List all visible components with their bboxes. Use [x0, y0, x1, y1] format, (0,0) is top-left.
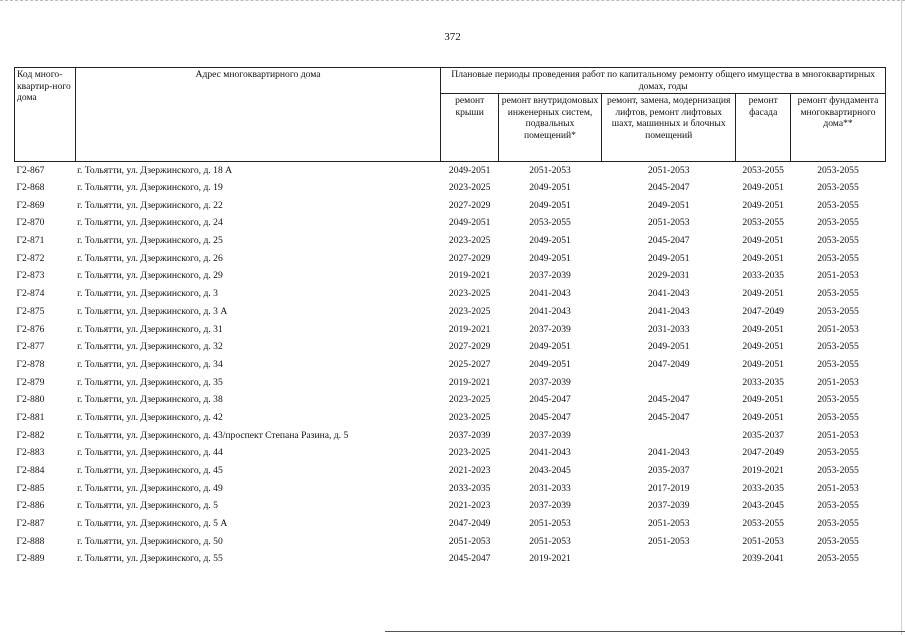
cell-foundation: 2053-2055 — [817, 235, 859, 247]
cell-roof: 2049-2051 — [441, 162, 499, 180]
cell-code: Г2-872 — [16, 252, 45, 264]
cell-foundation: 2053-2055 — [790, 162, 885, 180]
cell-engineering: 2019-2021 — [529, 553, 571, 565]
cell-engineering: 2031-2033 — [529, 482, 571, 494]
top-edge-rule — [0, 0, 905, 2]
cell-elevators: 2041-2043 — [647, 305, 690, 317]
cell-foundation: 2053-2055 — [817, 217, 859, 229]
cell-engineering: 2045-2047 — [529, 411, 571, 423]
table-row — [15, 551, 886, 569]
cell-elevators: 2037-2039 — [647, 500, 690, 512]
cell-facade: 2047-2049 — [742, 447, 784, 459]
cell-address: г. Тольятти, ул. Дзержинского, д. 3 А — [77, 305, 228, 317]
cell-elevators: 2047-2049 — [647, 358, 690, 370]
cell-engineering: 2051-2053 — [498, 162, 601, 180]
cell-address: г. Тольятти, ул. Дзержинского, д. 50 — [77, 535, 223, 547]
table-row — [15, 445, 886, 463]
cell-elevators — [602, 374, 736, 392]
cell-facade: 2049-2051 — [742, 235, 784, 247]
table-row — [15, 321, 886, 339]
table-row — [15, 285, 886, 303]
cell-code: Г2-873 — [16, 270, 45, 282]
cell-roof: 2045-2047 — [448, 553, 491, 565]
cell-foundation: 2053-2055 — [817, 465, 859, 477]
table-row — [15, 391, 886, 409]
table-row — [15, 462, 886, 480]
cell-engineering: 2051-2053 — [529, 518, 571, 530]
cell-code: Г2-870 — [16, 217, 45, 229]
cell-roof: 2047-2049 — [448, 518, 491, 530]
table-row — [15, 197, 886, 215]
cell-engineering: 2037-2039 — [529, 376, 571, 388]
cell-code: Г2-868 — [16, 182, 45, 194]
cell-elevators: 2029-2031 — [647, 270, 690, 282]
cell-facade: 2051-2053 — [742, 535, 784, 547]
cell-roof: 2037-2039 — [448, 429, 491, 441]
cell-elevators: 2049-2051 — [647, 252, 690, 264]
cell-address: г. Тольятти, ул. Дзержинского, д. 18 А — [75, 162, 441, 180]
cell-engineering: 2045-2047 — [529, 394, 571, 406]
cell-roof: 2023-2025 — [448, 305, 491, 317]
cell-address: г. Тольятти, ул. Дзержинского, д. 35 — [77, 376, 223, 388]
capital-repair-schedule-table — [14, 67, 886, 568]
cell-address: г. Тольятти, ул. Дзержинского, д. 49 — [77, 482, 223, 494]
cell-foundation: 2051-2053 — [817, 429, 859, 441]
cell-address: г. Тольятти, ул. Дзержинского, д. 34 — [77, 358, 223, 370]
cell-roof: 2033-2035 — [448, 482, 491, 494]
table-row — [15, 515, 886, 533]
header-code: Код много-квартир-ного дома — [15, 68, 76, 162]
cell-engineering: 2037-2039 — [529, 500, 571, 512]
cell-roof: 2023-2025 — [448, 411, 491, 423]
cell-code: Г2-887 — [16, 518, 45, 530]
cell-foundation: 2051-2053 — [817, 376, 859, 388]
cell-roof: 2019-2021 — [448, 323, 491, 335]
cell-foundation: 2053-2055 — [817, 305, 859, 317]
cell-foundation: 2051-2053 — [817, 270, 859, 282]
cell-elevators: 2049-2051 — [647, 199, 690, 211]
cell-code: Г2-886 — [16, 500, 45, 512]
cell-address: г. Тольятти, ул. Дзержинского, д. 29 — [77, 270, 223, 282]
cell-roof: 2023-2025 — [448, 182, 491, 194]
table-row — [15, 250, 886, 268]
cell-address: г. Тольятти, ул. Дзержинского, д. 24 — [77, 217, 223, 229]
cell-facade: 2049-2051 — [742, 323, 784, 335]
cell-engineering: 2049-2051 — [529, 252, 571, 264]
cell-facade: 2047-2049 — [742, 305, 784, 317]
cell-code: Г2-883 — [16, 447, 45, 459]
header-foundation: ремонт фундамента многоквартирного дома** — [790, 94, 885, 162]
header-elevators: ремонт, замена, модернизация лифтов, ремонт лифтовых шахт, машинных и блочных помещений — [602, 94, 736, 162]
cell-engineering: 2049-2051 — [529, 358, 571, 370]
cell-facade: 2049-2051 — [742, 182, 784, 194]
cell-roof: 2027-2029 — [448, 252, 491, 264]
cell-facade: 2049-2051 — [742, 358, 784, 370]
cell-address: г. Тольятти, ул. Дзержинского, д. 55 — [77, 553, 223, 565]
cell-elevators: 2045-2047 — [647, 235, 690, 247]
cell-elevators: 2051-2053 — [647, 518, 690, 530]
cell-foundation: 2051-2053 — [817, 323, 859, 335]
cell-foundation: 2053-2055 — [817, 288, 859, 300]
cell-elevators — [602, 427, 736, 445]
header-engineering: ремонт внутридомовых инженерных систем, подвальных помещений* — [498, 94, 601, 162]
cell-elevators: 2045-2047 — [647, 394, 690, 406]
cell-foundation: 2053-2055 — [817, 199, 859, 211]
cell-address: г. Тольятти, ул. Дзержинского, д. 38 — [77, 394, 223, 406]
cell-code: Г2-876 — [16, 323, 45, 335]
cell-foundation: 2051-2053 — [817, 482, 859, 494]
cell-engineering: 2049-2051 — [529, 341, 571, 353]
cell-code: Г2-869 — [16, 199, 45, 211]
right-edge-rule — [901, 0, 902, 635]
cell-elevators: 2051-2053 — [647, 217, 690, 229]
cell-elevators: 2045-2047 — [647, 411, 690, 423]
cell-facade: 2049-2051 — [742, 252, 784, 264]
cell-roof: 2023-2025 — [448, 288, 491, 300]
cell-code: Г2-878 — [16, 358, 45, 370]
cell-engineering: 2041-2043 — [529, 288, 571, 300]
cell-foundation: 2053-2055 — [817, 411, 859, 423]
cell-foundation: 2053-2055 — [817, 182, 859, 194]
header-facade: ремонт фасада — [736, 94, 791, 162]
cell-engineering: 2043-2045 — [529, 465, 571, 477]
cell-engineering: 2049-2051 — [529, 182, 571, 194]
cell-facade: 2033-2035 — [742, 482, 784, 494]
cell-code: Г2-888 — [16, 535, 45, 547]
cell-foundation: 2053-2055 — [817, 394, 859, 406]
cell-engineering: 2041-2043 — [529, 305, 571, 317]
cell-facade: 2053-2055 — [742, 518, 784, 530]
cell-roof: 2027-2029 — [448, 341, 491, 353]
cell-elevators: 2051-2053 — [647, 535, 690, 547]
cell-roof: 2021-2023 — [448, 465, 491, 477]
cell-roof: 2019-2021 — [448, 376, 491, 388]
cell-facade: 2049-2051 — [742, 394, 784, 406]
cell-facade: 2043-2045 — [742, 500, 784, 512]
cell-elevators: 2041-2043 — [647, 288, 690, 300]
header-address: Адрес многоквартирного дома — [75, 68, 441, 162]
cell-facade: 2049-2051 — [742, 288, 784, 300]
cell-code: Г2-884 — [16, 465, 45, 477]
cell-facade: 2033-2035 — [742, 270, 784, 282]
cell-elevators: 2035-2037 — [647, 465, 690, 477]
table-header — [15, 68, 886, 162]
cell-roof: 2049-2051 — [448, 217, 491, 229]
cell-roof: 2025-2027 — [448, 358, 491, 370]
header-periods-group: Плановые периоды проведения работ по капитальному ремонту общего имущества в многоквартирных домах, годы — [441, 68, 886, 94]
cell-address: г. Тольятти, ул. Дзержинского, д. 25 — [77, 235, 223, 247]
cell-elevators: 2041-2043 — [647, 447, 690, 459]
cell-address: г. Тольятти, ул. Дзержинского, д. 26 — [77, 252, 223, 264]
cell-code: Г2-885 — [16, 482, 45, 494]
cell-address: г. Тольятти, ул. Дзержинского, д. 3 — [77, 288, 218, 300]
cell-facade: 2053-2055 — [742, 217, 784, 229]
cell-engineering: 2037-2039 — [529, 323, 571, 335]
cell-engineering: 2053-2055 — [529, 217, 571, 229]
cell-address: г. Тольятти, ул. Дзержинского, д. 5 А — [77, 518, 228, 530]
cell-engineering: 2051-2053 — [529, 535, 571, 547]
page-number: 372 — [444, 31, 461, 43]
table-row — [15, 303, 886, 321]
table-row — [15, 162, 886, 180]
cell-foundation: 2053-2055 — [817, 447, 859, 459]
cell-foundation: 2053-2055 — [817, 553, 859, 565]
cell-address: г. Тольятти, ул. Дзержинского, д. 43/проспект Степана Разина, д. 5 — [77, 429, 349, 441]
cell-elevators: 2017-2019 — [647, 482, 690, 494]
cell-address: г. Тольятти, ул. Дзержинского, д. 42 — [77, 411, 223, 423]
table-body — [15, 162, 886, 569]
header-roof: ремонт крыши — [441, 94, 499, 162]
cell-code: Г2-874 — [16, 288, 45, 300]
table-row — [15, 232, 886, 250]
cell-code: Г2-867 — [15, 162, 76, 180]
cell-code: Г2-881 — [16, 411, 45, 423]
cell-foundation: 2053-2055 — [817, 500, 859, 512]
cell-code: Г2-889 — [16, 553, 45, 565]
cell-code: Г2-880 — [16, 394, 45, 406]
table-row — [15, 179, 886, 197]
table-row — [15, 480, 886, 498]
cell-foundation: 2053-2055 — [817, 341, 859, 353]
cell-engineering: 2041-2043 — [529, 447, 571, 459]
cell-roof: 2027-2029 — [448, 199, 491, 211]
cell-address: г. Тольятти, ул. Дзержинского, д. 44 — [77, 447, 223, 459]
cell-facade: 2039-2041 — [742, 553, 784, 565]
table-row — [15, 268, 886, 286]
cell-foundation: 2053-2055 — [817, 535, 859, 547]
cell-facade: 2019-2021 — [742, 465, 784, 477]
cell-code: Г2-871 — [16, 235, 45, 247]
cell-elevators: 2049-2051 — [647, 341, 690, 353]
cell-elevators: 2045-2047 — [647, 182, 690, 194]
table-row — [15, 356, 886, 374]
cell-engineering: 2049-2051 — [529, 199, 571, 211]
table-row — [15, 533, 886, 551]
table-row — [15, 498, 886, 516]
cell-facade: 2035-2037 — [742, 429, 784, 441]
cell-roof: 2051-2053 — [448, 535, 491, 547]
cell-foundation: 2053-2055 — [817, 252, 859, 264]
cell-code: Г2-875 — [16, 305, 45, 317]
cell-address: г. Тольятти, ул. Дзержинского, д. 22 — [77, 199, 223, 211]
cell-code: Г2-877 — [16, 341, 45, 353]
cell-facade: 2049-2051 — [742, 199, 784, 211]
bottom-edge-rule — [385, 631, 905, 632]
table-row — [15, 374, 886, 392]
cell-foundation: 2053-2055 — [817, 358, 859, 370]
cell-foundation: 2053-2055 — [817, 518, 859, 530]
cell-engineering: 2049-2051 — [529, 235, 571, 247]
cell-facade: 2049-2051 — [742, 341, 784, 353]
table-row — [15, 338, 886, 356]
table-row — [15, 427, 886, 445]
cell-address: г. Тольятти, ул. Дзержинского, д. 5 — [77, 500, 218, 512]
cell-roof: 2023-2025 — [448, 447, 491, 459]
cell-roof: 2023-2025 — [448, 394, 491, 406]
cell-facade: 2053-2055 — [736, 162, 791, 180]
cell-facade: 2033-2035 — [742, 376, 784, 388]
cell-address: г. Тольятти, ул. Дзержинского, д. 45 — [77, 465, 223, 477]
cell-code: Г2-882 — [16, 429, 45, 441]
cell-engineering: 2037-2039 — [529, 270, 571, 282]
cell-address: г. Тольятти, ул. Дзержинского, д. 32 — [77, 341, 223, 353]
cell-elevators — [602, 551, 736, 569]
cell-facade: 2049-2051 — [742, 411, 784, 423]
cell-roof: 2023-2025 — [448, 235, 491, 247]
cell-address: г. Тольятти, ул. Дзержинского, д. 19 — [77, 182, 223, 194]
table-row — [15, 215, 886, 233]
cell-code: Г2-879 — [16, 376, 45, 388]
table-row — [15, 409, 886, 427]
cell-roof: 2019-2021 — [448, 270, 491, 282]
cell-elevators: 2051-2053 — [602, 162, 736, 180]
cell-address: г. Тольятти, ул. Дзержинского, д. 31 — [77, 323, 223, 335]
cell-elevators: 2031-2033 — [647, 323, 690, 335]
cell-roof: 2021-2023 — [448, 500, 491, 512]
cell-engineering: 2037-2039 — [529, 429, 571, 441]
